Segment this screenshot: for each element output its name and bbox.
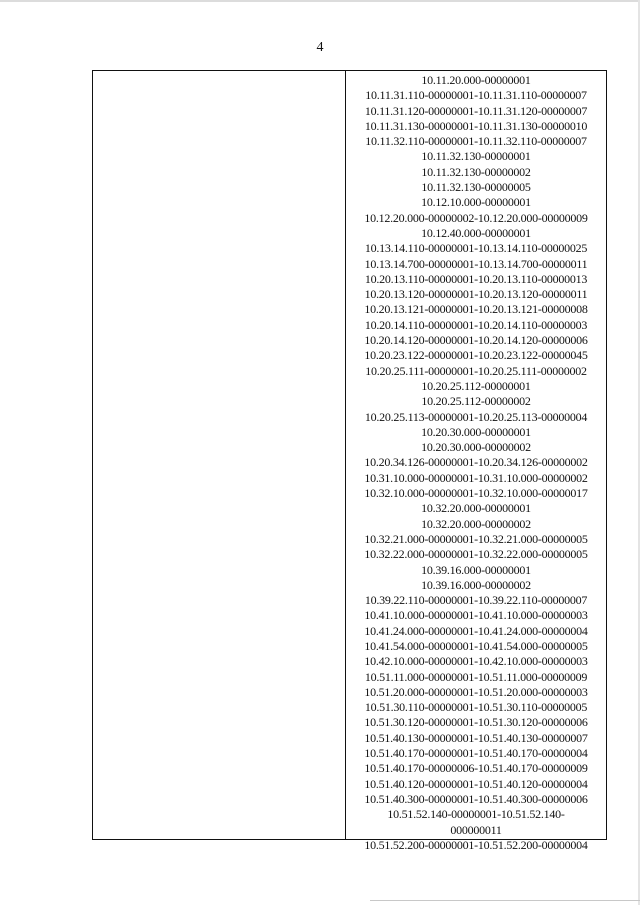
table-right-column [346,71,606,852]
code-line: 10.51.20.000-00000001-10.51.20.000-00000003 [364,684,588,699]
code-line: 10.51.52.140-00000001-10.51.52.140- [387,807,565,822]
code-line: 10.31.10.000-00000001-10.31.10.000-00000002 [364,470,588,485]
code-line: 10.20.14.120-00000001-10.20.14.120-00000006 [364,333,588,348]
code-line: 10.11.32.110-00000001-10.11.32.110-00000007 [365,134,587,149]
code-line: 10.51.11.000-00000001-10.51.11.000-00000009 [364,669,588,684]
code-line: 10.51.40.170-00000001-10.51.40.170-00000004 [364,746,588,761]
code-line: 10.13.14.110-00000001-10.13.14.110-00000025 [364,241,588,256]
code-line: 10.42.10.000-00000001-10.42.10.000-00000003 [364,654,588,669]
code-line: 10.12.10.000-00000001 [421,195,531,210]
code-line: 10.20.30.000-00000002 [421,440,531,455]
code-line: 10.20.13.121-00000001-10.20.13.121-00000008 [364,302,588,317]
code-list [346,73,606,853]
code-line: 10.20.25.111-00000001-10.20.25.111-00000002 [365,363,587,378]
scan-edge-top [0,0,640,2]
code-line: 10.51.30.120-00000001-10.51.30.120-00000006 [364,715,588,730]
code-line: 10.32.20.000-00000002 [421,516,531,531]
code-line: 10.51.52.200-00000001-10.51.52.200-00000004 [364,837,588,852]
code-line: 10.51.40.170-00000006-10.51.40.170-00000009 [364,761,588,776]
code-line: 000000011 [450,822,502,837]
code-line: 10.32.21.000-00000001-10.32.21.000-00000005 [364,531,588,546]
code-line: 10.11.20.000-00000001 [421,73,531,87]
code-line: 10.51.40.300-00000001-10.51.40.300-00000006 [364,791,588,806]
code-line: 10.11.32.130-00000005 [421,180,531,195]
code-line: 10.39.16.000-00000002 [421,577,531,592]
table-left-column [93,71,346,839]
code-line: 10.32.10.000-00000001-10.32.10.000-00000017 [364,486,588,501]
code-line: 10.39.22.110-00000001-10.39.22.110-00000007 [364,593,588,608]
code-line: 10.11.31.110-00000001-10.11.31.110-00000007 [365,88,587,103]
scan-edge-bottom [370,900,640,901]
code-line: 10.41.54.000-00000001-10.41.54.000-00000005 [364,638,588,653]
code-line: 10.13.14.700-00000001-10.13.14.700-00000011 [364,256,588,271]
code-line: 10.20.25.112-00000002 [421,394,531,409]
code-line: 10.20.25.112-00000001 [421,378,531,393]
page-number: 4 [316,40,324,55]
code-line: 10.11.31.120-00000001-10.11.31.120-00000007 [364,103,588,118]
code-line: 10.20.13.120-00000001-10.20.13.120-00000011 [364,287,588,302]
code-line: 10.20.34.126-00000001-10.20.34.126-00000002 [364,455,588,470]
code-line: 10.12.20.000-00000002-10.12.20.000-00000009 [364,210,588,225]
code-line: 10.32.20.000-00000001 [421,501,531,516]
code-line: 10.20.30.000-00000001 [421,424,531,439]
code-line: 10.39.16.000-00000001 [421,562,531,577]
code-line: 10.11.32.130-00000002 [421,164,531,179]
document-table [92,70,607,852]
code-line: 10.51.30.110-00000001-10.51.30.110-00000005 [364,700,588,715]
code-line: 10.51.40.120-00000001-10.51.40.120-00000004 [364,776,588,791]
code-line: 10.20.14.110-00000001-10.20.14.110-00000003 [364,317,588,332]
code-line: 10.20.25.113-00000001-10.20.25.113-00000004 [364,409,588,424]
code-line: 10.41.10.000-00000001-10.41.10.000-00000003 [364,608,588,623]
code-line: 10.11.31.130-00000001-10.11.31.130-00000010 [364,118,588,133]
code-line: 10.20.23.122-00000001-10.20.23.122-00000045 [364,348,588,363]
code-line: 10.32.22.000-00000001-10.32.22.000-00000005 [364,547,588,562]
code-line: 10.41.24.000-00000001-10.41.24.000-00000004 [364,623,588,638]
code-line: 10.12.40.000-00000001 [421,225,531,240]
code-line: 10.51.40.130-00000001-10.51.40.130-00000007 [364,730,588,745]
code-line: 10.20.13.110-00000001-10.20.13.110-00000013 [364,271,588,286]
code-line: 10.11.32.130-00000001 [421,149,531,164]
